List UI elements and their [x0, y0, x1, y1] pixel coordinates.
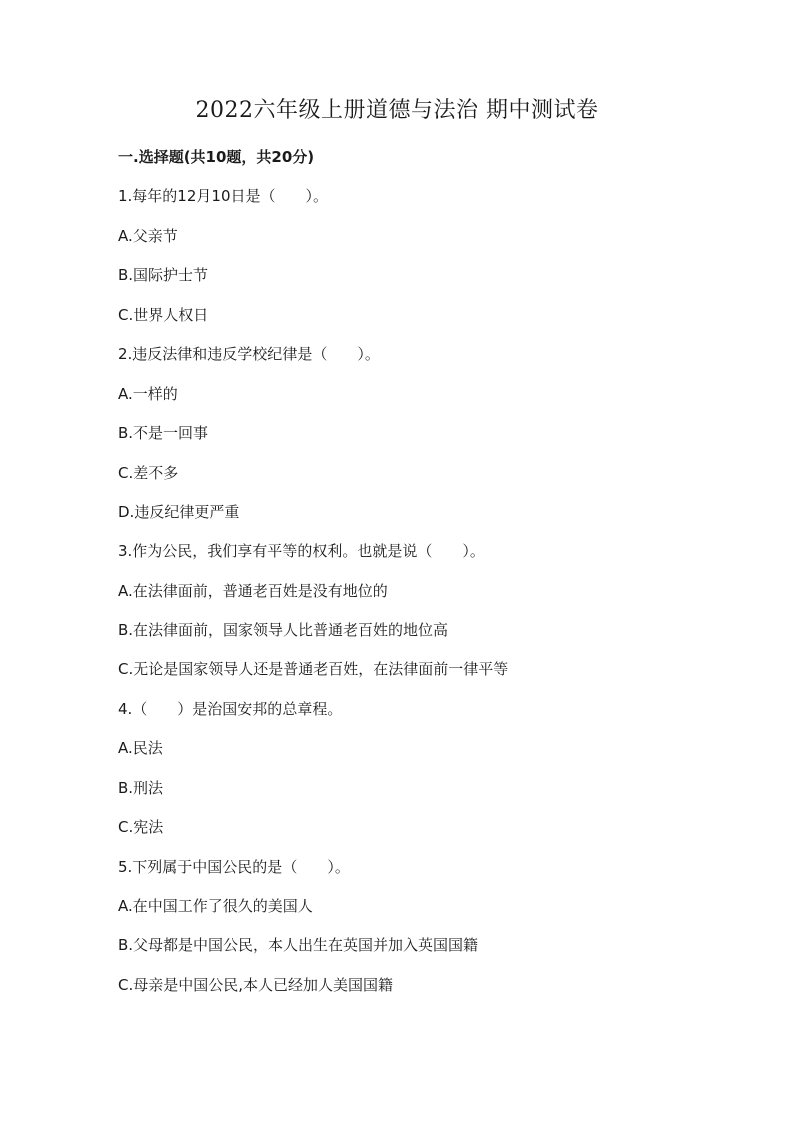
section-heading: 一.选择题(共10题，共20分): [118, 148, 315, 166]
answer-option: D.违反纪律更严重: [118, 503, 240, 521]
answer-option: C.母亲是中国公民,本人已经加人美国国籍: [118, 976, 394, 994]
answer-option: B.国际护士节: [118, 266, 209, 284]
question-stem: 5.下列属于中国公民的是（ ）。: [118, 858, 350, 876]
answer-option: B.在法律面前，国家领导人比普通老百姓的地位高: [118, 621, 449, 639]
answer-option: A.民法: [118, 739, 163, 757]
answer-option: B.刑法: [118, 779, 164, 797]
answer-option: A.在法律面前，普通老百姓是没有地位的: [118, 582, 388, 600]
answer-option: C.无论是国家领导人还是普通老百姓，在法律面前一律平等: [118, 660, 509, 678]
answer-option: B.不是一回事: [118, 424, 209, 442]
question-stem: 4.（ ）是治国安邦的总章程。: [118, 700, 343, 718]
answer-option: A.一样的: [118, 385, 178, 403]
question-stem: 2.违反法律和违反学校纪律是（ ）。: [118, 345, 380, 363]
page-title: 2022六年级上册道德与法治 期中测试卷: [195, 98, 599, 123]
answer-option: B.父母都是中国公民，本人出生在英国并加入英国国籍: [118, 936, 479, 954]
question-stem: 1.每年的12月10日是（ ）。: [118, 187, 328, 205]
answer-option: C.差不多: [118, 464, 179, 482]
answer-option: C.世界人权日: [118, 306, 209, 324]
question-stem: 3.作为公民，我们享有平等的权利。也就是说（ ）。: [118, 542, 485, 560]
answer-option: A.在中国工作了很久的美国人: [118, 897, 313, 915]
answer-option: A.父亲节: [118, 227, 178, 245]
answer-option: C.宪法: [118, 818, 164, 836]
